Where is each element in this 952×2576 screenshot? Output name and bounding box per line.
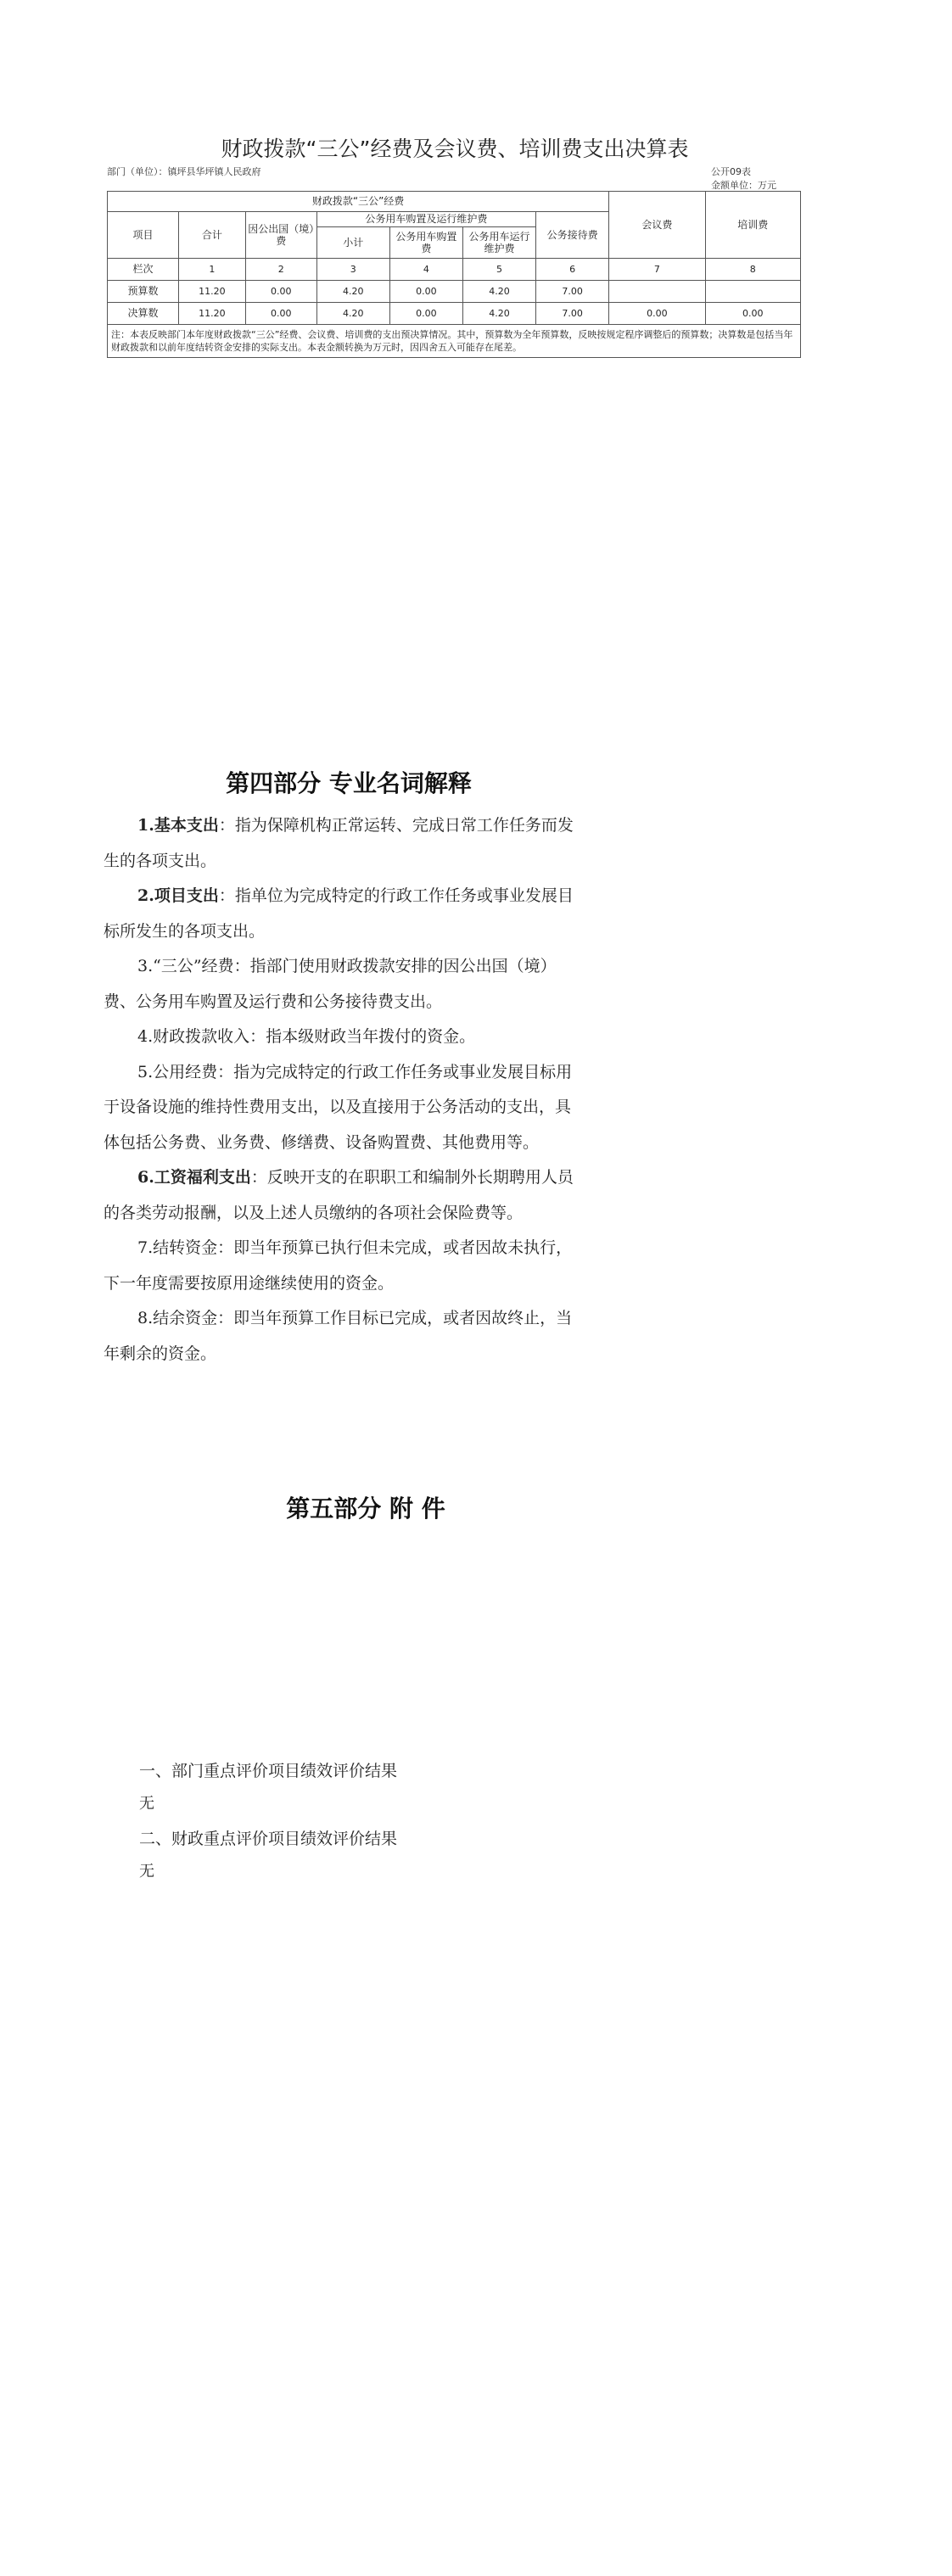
glossary-definition: ：反映开支的在职职工和编制外长期聘用人员的各类劳动报酬，以及上述人员缴纳的各项社会保险费等。 [104, 1168, 574, 1222]
glossary-term: 2.项目支出 [137, 886, 219, 905]
table-cell: 4.20 [462, 281, 535, 303]
glossary-term: 5.公用经费 [137, 1062, 218, 1081]
table-cell: 7.00 [536, 303, 609, 325]
table-cell: 0.00 [245, 303, 316, 325]
header-training: 培训费 [705, 192, 800, 259]
glossary-definition: ：指本级财政当年拨付的资金。 [249, 1027, 476, 1046]
header-vehicle-operation: 公务用车运行维护费 [462, 227, 535, 259]
attachment-value: 无 [139, 1863, 154, 1880]
table-cell: 4.20 [462, 303, 535, 325]
table-cell [705, 281, 800, 303]
header-reception: 公务接待费 [536, 212, 609, 259]
amount-unit: 金额单位：万元 [711, 180, 776, 191]
table-cell: 0.00 [389, 281, 462, 303]
header-abroad: 因公出国（境）费 [245, 212, 316, 259]
table-cell: 7.00 [536, 281, 609, 303]
table-cell: 4.20 [316, 281, 389, 303]
header-meeting: 会议费 [609, 192, 705, 259]
table-cell: 7 [609, 259, 705, 281]
table-cell: 0.00 [389, 303, 462, 325]
table-row [108, 259, 801, 281]
table-cell: 11.20 [179, 303, 246, 325]
table-row [108, 281, 801, 303]
glossary-term: 6.工资福利支出 [137, 1168, 251, 1187]
table-cell: 6 [536, 259, 609, 281]
table-title: 财政拨款“三公”经费及会议费、培训费支出决算表 [221, 137, 689, 161]
table-cell: 4.20 [316, 303, 389, 325]
expenditure-table [107, 191, 801, 358]
glossary-definition: ：指为完成特定的行政工作任务或事业发展目标用于设备设施的维持性费用支出，以及直接用于公务活动的支出，具体包括公务费、业务费、修缮费、设备购置费、其他费用等。 [104, 1062, 573, 1152]
table-cell: 5 [462, 259, 535, 281]
glossary-definition: ：指部门使用财政拨款安排的因公出国（境）费、公务用车购置及运行费和公务接待费支出。 [104, 957, 557, 1011]
header-total: 合计 [179, 212, 246, 259]
table-cell: 8 [705, 259, 800, 281]
table-cell: 3 [316, 259, 389, 281]
table-cell [609, 281, 705, 303]
attachment-heading: 一、部门重点评价项目绩效评价结果 [139, 1762, 398, 1780]
glossary-item [104, 1020, 579, 1055]
table-row [108, 303, 801, 325]
attachment-item [139, 1826, 397, 1881]
table-cell: 4 [389, 259, 462, 281]
glossary-item [104, 879, 579, 949]
glossary-item [104, 808, 579, 879]
attachment-item [139, 1758, 397, 1813]
glossary [104, 808, 579, 1372]
glossary-definition: ：指单位为完成特定的行政工作任务或事业发展目标所发生的各项支出。 [104, 886, 574, 941]
glossary-item [104, 1160, 579, 1231]
table-cell: 2 [245, 259, 316, 281]
table-cell: 0.00 [705, 303, 800, 325]
header-three-public: 财政拨款“三公”经费 [108, 192, 609, 212]
table-cell: 11.20 [179, 281, 246, 303]
glossary-term: 1.基本支出 [137, 816, 219, 835]
glossary-item [104, 1301, 579, 1372]
header-item: 项目 [108, 212, 179, 259]
row-label: 预算数 [108, 281, 179, 303]
attachment-value: 无 [139, 1795, 154, 1813]
attachment-heading: 二、财政重点评价项目绩效评价结果 [139, 1830, 398, 1848]
header-vehicle-group: 公务用车购置及运行维护费 [316, 212, 535, 227]
header-subtotal: 小计 [316, 227, 389, 259]
part5-title: 第五部分 附 件 [286, 1495, 445, 1523]
row-label: 栏次 [108, 259, 179, 281]
glossary-definition: ：指为保障机构正常运转、完成日常工作任务而发生的各项支出。 [104, 816, 574, 870]
row-label: 决算数 [108, 303, 179, 325]
table-cell: 0.00 [245, 281, 316, 303]
glossary-term: 3.“三公”经费 [137, 957, 234, 975]
table-cell: 0.00 [609, 303, 705, 325]
department-label: 部门（单位）：镇坪县华坪镇人民政府 [107, 166, 261, 177]
glossary-definition: ：即当年预算已执行但未完成，或者因故未执行，下一年度需要按原用途继续使用的资金。 [104, 1238, 573, 1293]
glossary-term: 7.结转资金 [137, 1238, 218, 1257]
table-note: 注：本表反映部门本年度财政拨款“三公”经费、会议费、培训费的支出预决算情况。其中，预算数为全年预算数，反映按规定程序调整后的预算数；决算数是包括当年财政拨款和以前年度结转资金安排的实际支出。本表金额转换为万元时，因四舍五入可能存在尾差。 [108, 325, 801, 358]
glossary-item [104, 1231, 579, 1301]
glossary-definition: ：即当年预算工作目标已完成，或者因故终止，当年剩余的资金。 [104, 1309, 573, 1363]
glossary-term: 4.财政拨款收入 [137, 1027, 250, 1046]
form-number: 公开09表 [711, 166, 751, 177]
table-cell: 1 [179, 259, 246, 281]
header-vehicle-purchase: 公务用车购置费 [389, 227, 462, 259]
glossary-term: 8.结余资金 [137, 1309, 218, 1327]
glossary-item [104, 1055, 579, 1161]
part4-title: 第四部分 专业名词解释 [226, 769, 472, 797]
glossary-item [104, 949, 579, 1020]
